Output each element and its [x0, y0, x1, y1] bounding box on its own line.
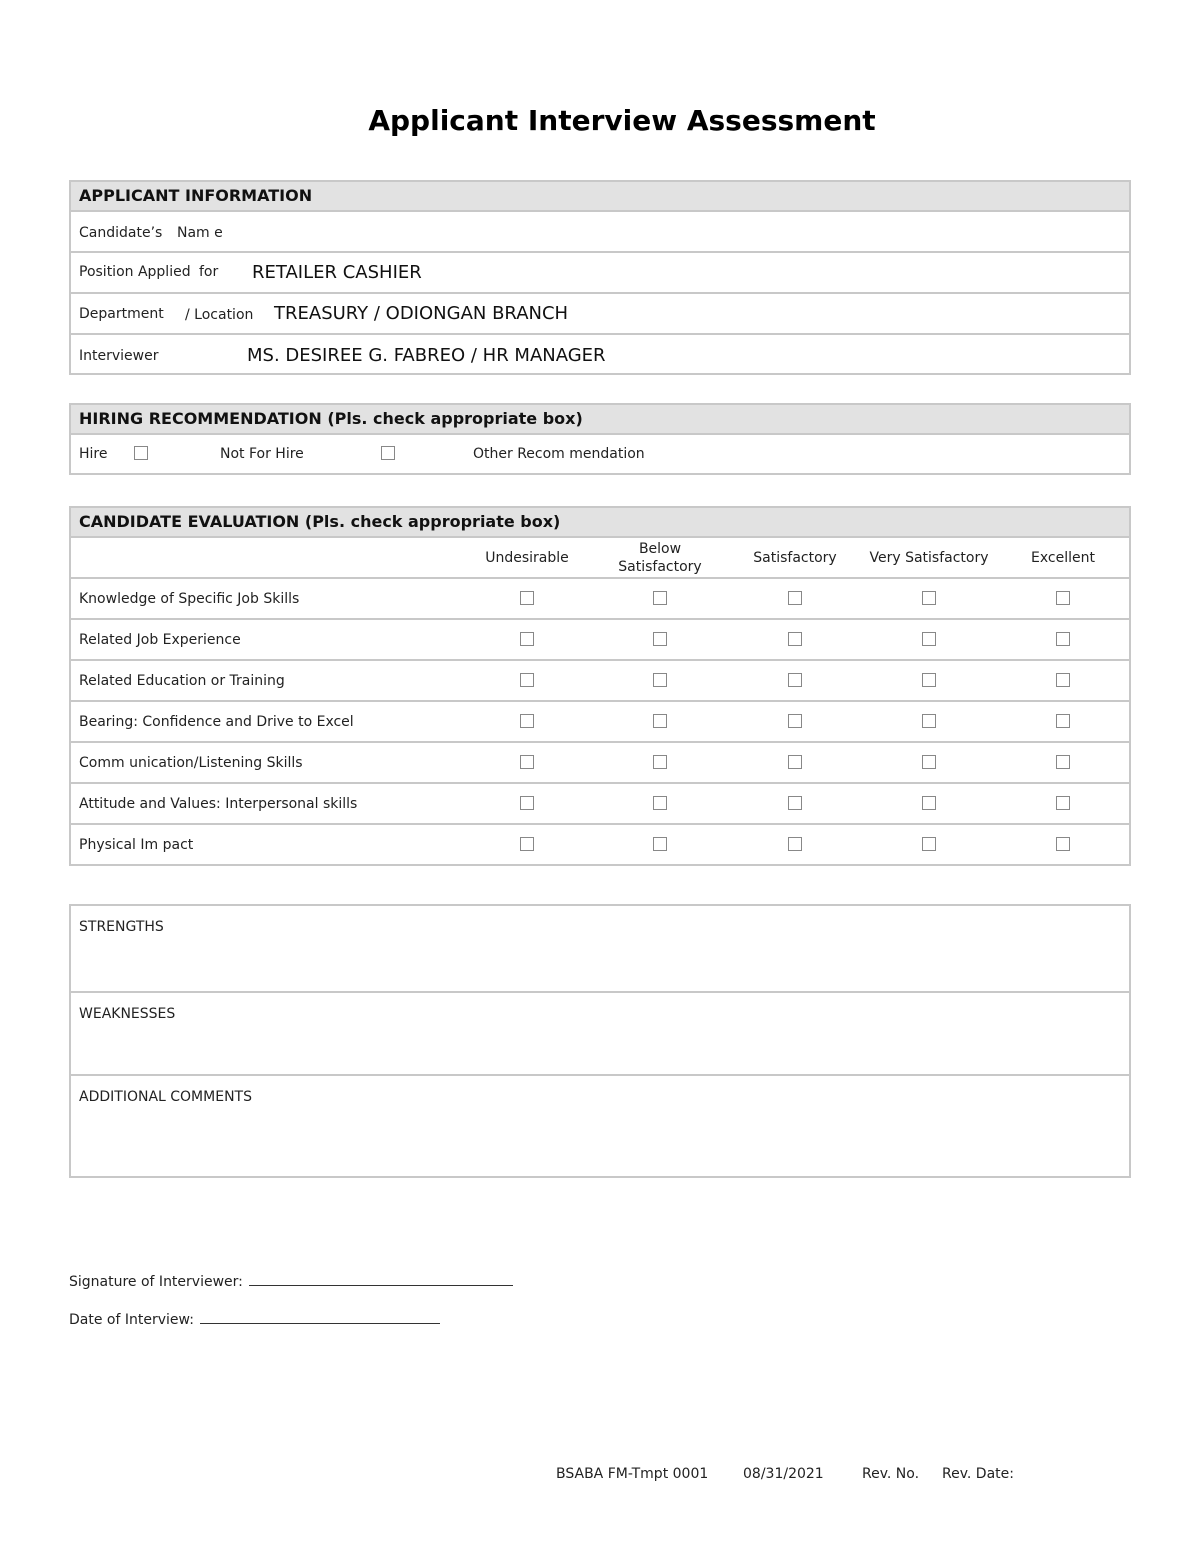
- applicant-information-section: [69, 180, 1131, 375]
- evaluation-checkbox[interactable]: [922, 714, 936, 728]
- evaluation-checkbox[interactable]: [922, 755, 936, 769]
- evaluation-row: [71, 579, 1129, 620]
- hiring-options-row: [71, 435, 1129, 473]
- applicant-information-header: APPLICANT INFORMATION: [71, 182, 1129, 212]
- strengths-row[interactable]: [71, 906, 1129, 993]
- additional-comments-label: ADDITIONAL COMMENTS: [79, 1089, 252, 1105]
- evaluation-checkbox[interactable]: [788, 591, 802, 605]
- evaluation-checkbox[interactable]: [788, 796, 802, 810]
- interviewer-value[interactable]: MS. DESIREE G. FABREO / HR MANAGER: [247, 345, 606, 366]
- interviewer-label: Interviewer: [79, 348, 159, 364]
- form-date: 08/31/2021: [743, 1466, 824, 1482]
- evaluation-row: [71, 784, 1129, 825]
- column-below-satisfactory-line2: Satisfactory: [618, 559, 702, 575]
- evaluation-row: [71, 743, 1129, 784]
- hire-checkbox[interactable]: [134, 446, 148, 460]
- weaknesses-row[interactable]: [71, 993, 1129, 1076]
- column-excellent: Excellent: [1031, 550, 1095, 566]
- evaluation-checkbox[interactable]: [788, 714, 802, 728]
- evaluation-criterion-label: Related Education or Training: [79, 673, 285, 689]
- evaluation-checkbox[interactable]: [788, 673, 802, 687]
- other-recommendation-label[interactable]: Other Recom mendation: [473, 446, 645, 462]
- evaluation-criterion-label: Knowledge of Specific Job Skills: [79, 591, 300, 607]
- position-label-2: for: [199, 264, 219, 280]
- form-code: BSABA FM-Tmpt 0001: [556, 1466, 709, 1482]
- evaluation-criterion-label: Related Job Experience: [79, 632, 241, 648]
- evaluation-checkbox[interactable]: [922, 796, 936, 810]
- additional-comments-row[interactable]: [71, 1076, 1129, 1176]
- evaluation-checkbox[interactable]: [653, 673, 667, 687]
- evaluation-checkbox[interactable]: [1056, 755, 1070, 769]
- date-label: Date of Interview:: [69, 1312, 194, 1328]
- evaluation-column-header-row: [71, 538, 1129, 579]
- candidate-name-row: [71, 212, 1129, 253]
- evaluation-checkbox[interactable]: [520, 796, 534, 810]
- evaluation-row: [71, 825, 1129, 864]
- candidate-name-label-2: Nam e: [177, 225, 223, 241]
- date-line: [69, 1311, 440, 1328]
- evaluation-checkbox[interactable]: [520, 673, 534, 687]
- evaluation-checkbox[interactable]: [922, 673, 936, 687]
- candidate-name-label: Candidate’s: [79, 225, 163, 241]
- column-very-satisfactory: Very Satisfactory: [869, 550, 989, 566]
- evaluation-criterion-label: Bearing: Confidence and Drive to Excel: [79, 714, 354, 730]
- evaluation-row: [71, 620, 1129, 661]
- evaluation-checkbox[interactable]: [653, 632, 667, 646]
- not-for-hire-checkbox[interactable]: [381, 446, 395, 460]
- evaluation-checkbox[interactable]: [1056, 673, 1070, 687]
- evaluation-checkbox[interactable]: [653, 714, 667, 728]
- signature-label: Signature of Interviewer:: [69, 1274, 243, 1290]
- evaluation-criterion-label: Attitude and Values: Interpersonal skills: [79, 796, 358, 812]
- evaluation-checkbox[interactable]: [788, 755, 802, 769]
- evaluation-checkbox[interactable]: [520, 714, 534, 728]
- evaluation-row: [71, 702, 1129, 743]
- interviewer-row: [71, 335, 1129, 373]
- page-title: Applicant Interview Assessment: [368, 104, 876, 137]
- evaluation-checkbox[interactable]: [653, 591, 667, 605]
- location-label: / Location: [185, 307, 254, 323]
- evaluation-checkbox[interactable]: [1056, 714, 1070, 728]
- hiring-recommendation-section: [69, 403, 1131, 475]
- comments-section: [69, 904, 1131, 1178]
- evaluation-criterion-label: Physical Im pact: [79, 837, 194, 853]
- evaluation-checkbox[interactable]: [520, 755, 534, 769]
- evaluation-checkbox[interactable]: [1056, 591, 1070, 605]
- signature-blank[interactable]: [249, 1273, 513, 1286]
- rev-no: Rev. No.: [862, 1466, 920, 1482]
- evaluation-checkbox[interactable]: [922, 632, 936, 646]
- evaluation-checkbox[interactable]: [922, 591, 936, 605]
- not-for-hire-label: Not For Hire: [220, 446, 304, 462]
- evaluation-checkbox[interactable]: [788, 837, 802, 851]
- evaluation-checkbox[interactable]: [1056, 796, 1070, 810]
- hire-label: Hire: [79, 446, 108, 462]
- evaluation-checkbox[interactable]: [653, 755, 667, 769]
- evaluation-checkbox[interactable]: [653, 837, 667, 851]
- column-below-satisfactory: [595, 540, 725, 576]
- department-value[interactable]: TREASURY / ODIONGAN BRANCH: [274, 303, 569, 324]
- column-satisfactory: Satisfactory: [753, 550, 837, 566]
- candidate-evaluation-section: [69, 506, 1131, 866]
- evaluation-checkbox[interactable]: [520, 632, 534, 646]
- department-row: [71, 294, 1129, 335]
- rev-date: Rev. Date:: [942, 1466, 1014, 1482]
- candidate-evaluation-header: CANDIDATE EVALUATION (Pls. check appropriate box): [71, 508, 1129, 538]
- evaluation-checkbox[interactable]: [653, 796, 667, 810]
- date-blank[interactable]: [200, 1311, 440, 1324]
- evaluation-checkbox[interactable]: [788, 632, 802, 646]
- signature-line: [69, 1273, 513, 1290]
- evaluation-criterion-label: Comm unication/Listening Skills: [79, 755, 303, 771]
- weaknesses-label: WEAKNESSES: [79, 1006, 176, 1022]
- evaluation-checkbox[interactable]: [520, 837, 534, 851]
- evaluation-checkbox[interactable]: [1056, 837, 1070, 851]
- position-value[interactable]: RETAILER CASHIER: [252, 262, 422, 283]
- position-label: Position Applied: [79, 264, 191, 280]
- position-row: [71, 253, 1129, 294]
- column-below-satisfactory-line1: Below: [638, 541, 682, 557]
- strengths-label: STRENGTHS: [79, 919, 164, 935]
- evaluation-checkbox[interactable]: [1056, 632, 1070, 646]
- department-label: Department: [79, 306, 164, 322]
- evaluation-checkbox[interactable]: [922, 837, 936, 851]
- column-undesirable: Undesirable: [485, 550, 569, 566]
- evaluation-checkbox[interactable]: [520, 591, 534, 605]
- evaluation-row: [71, 661, 1129, 702]
- hiring-recommendation-header: HIRING RECOMMENDATION (Pls. check appropriate box): [71, 405, 1129, 435]
